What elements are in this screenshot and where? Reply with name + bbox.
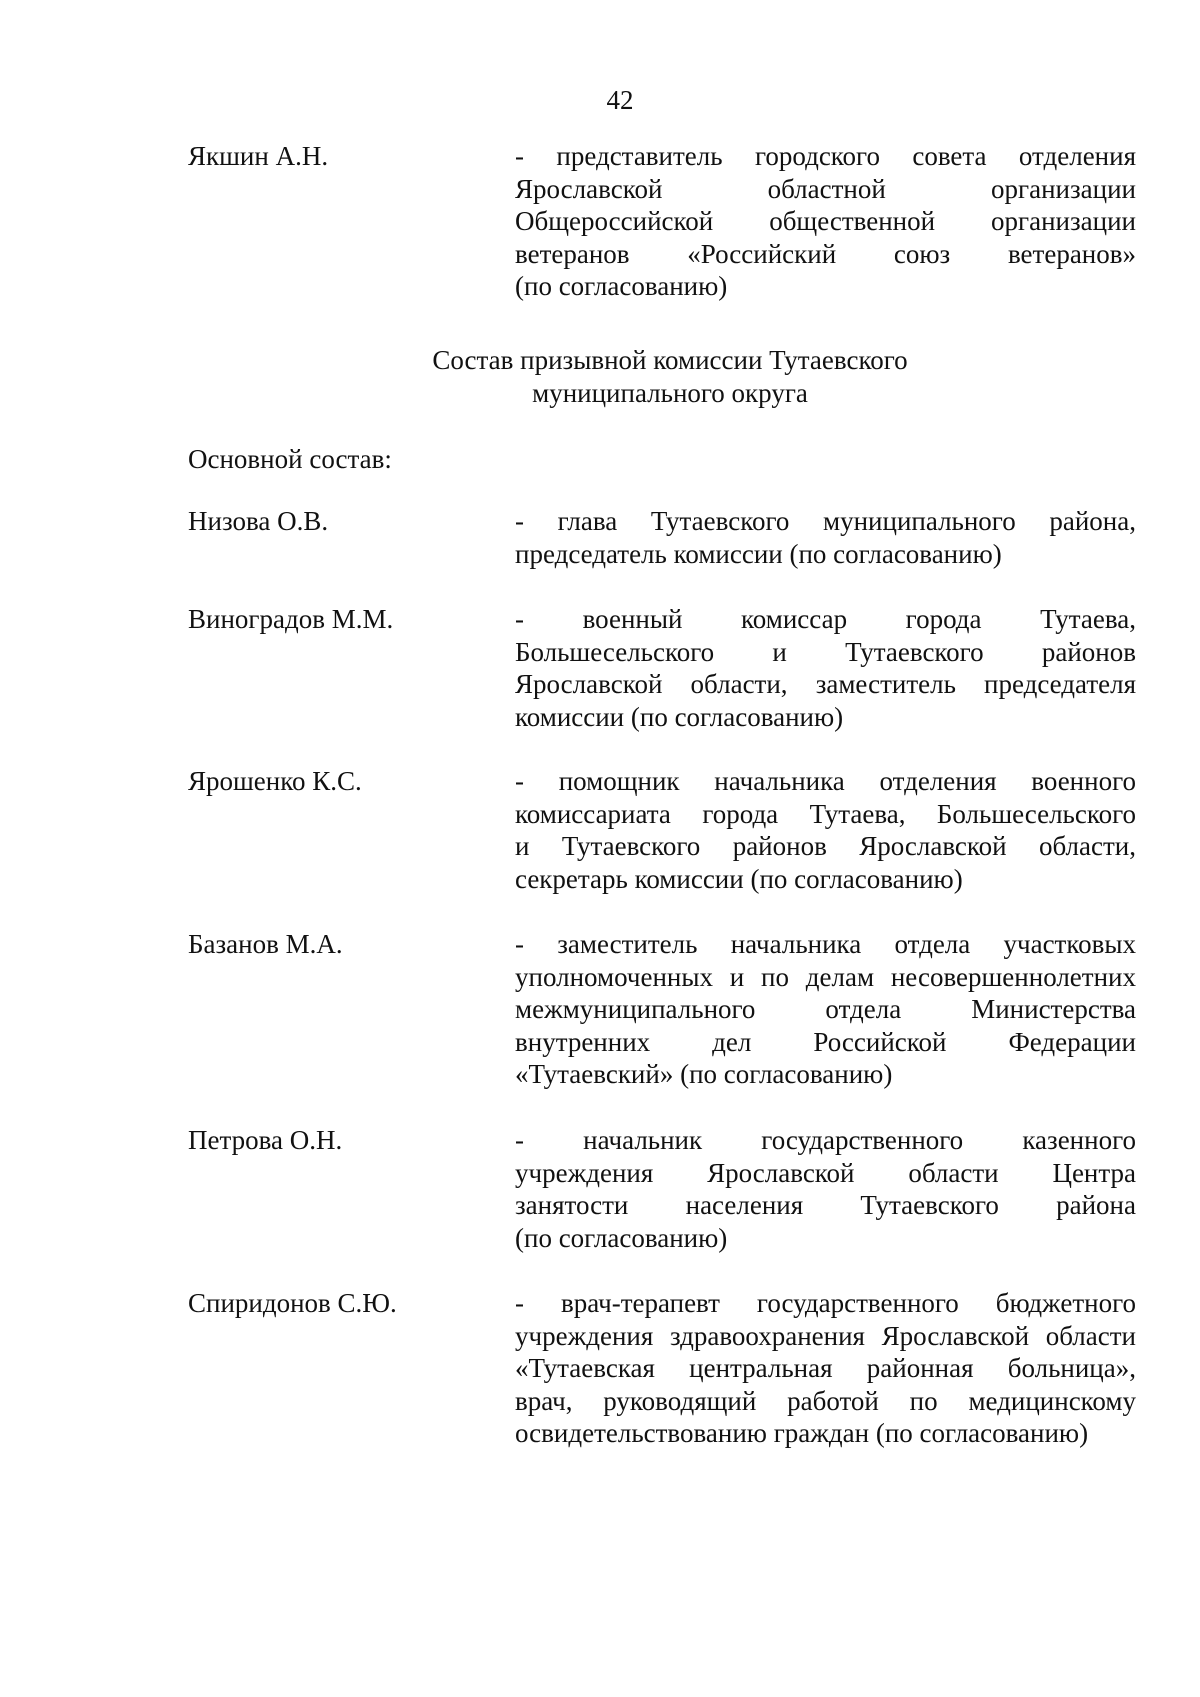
page-number: 42	[606, 85, 634, 115]
member-line: председатель комиссии (по согласованию)	[515, 538, 1002, 569]
member-name: Петрова О.Н.	[188, 1125, 343, 1155]
section-title-line: муниципального округа	[532, 377, 808, 408]
member-line: комиссии (по согласованию)	[515, 701, 844, 732]
member-description	[515, 765, 1136, 895]
member-line: занятости населения Тутаевского района	[515, 1190, 1136, 1220]
member-line: внутренних дел Российской Федерации	[515, 1026, 1136, 1057]
member-description	[515, 928, 1136, 1091]
member-name: Ярошенко К.С.	[188, 766, 362, 796]
member-line: и Тутаевского районов Ярославской области,	[515, 831, 1136, 861]
entry-line: ветеранов «Российский союз ветеранов»	[515, 238, 1136, 269]
member-line: секретарь комиссии (по согласованию)	[515, 863, 963, 894]
member-line: - военный комиссар города Тутаева,	[515, 604, 1136, 634]
entry-line: (по согласованию)	[515, 271, 728, 301]
member-line: - помощник начальника отделения военного	[515, 766, 1136, 796]
member-line: уполномоченных и по делам несовершеннолетних	[515, 961, 1136, 992]
member-name: Низова О.В.	[188, 506, 329, 536]
member-name: Базанов М.А.	[188, 929, 343, 959]
member-line: учреждения Ярославской области Центра	[515, 1157, 1136, 1188]
member-line: межмуниципального отдела Министерства	[515, 994, 1136, 1024]
member-description	[515, 1287, 1136, 1450]
member-description	[515, 603, 1136, 733]
member-line: (по согласованию)	[515, 1222, 728, 1253]
member-line: освидетельствованию граждан (по согласованию)	[515, 1418, 1089, 1448]
member-description	[515, 1124, 1136, 1254]
entry-line: Ярославской областной организации	[515, 173, 1136, 204]
section-title-line: Состав призывной комиссии Тутаевского	[432, 345, 908, 375]
member-line: - врач-терапевт государственного бюджетного	[515, 1288, 1136, 1318]
member-description	[515, 505, 1136, 570]
member-line: Ярославской области, заместитель председателя	[515, 669, 1136, 699]
member-name: Спиридонов С.Ю.	[188, 1288, 397, 1318]
member-line: комиссариата города Тутаева, Большесельского	[515, 798, 1136, 829]
member-line: «Тутаевский» (по согласованию)	[515, 1059, 893, 1089]
entry-line: - представитель городского совета отделения	[515, 141, 1136, 171]
subsection-label: Основной состав:	[188, 444, 392, 474]
member-line: «Тутаевская центральная районная больница»,	[515, 1353, 1136, 1383]
member-line: - глава Тутаевского муниципального района,	[515, 506, 1136, 536]
member-line: Большесельского и Тутаевского районов	[515, 636, 1136, 667]
entry-description	[515, 140, 1136, 303]
member-line: учреждения здравоохранения Ярославской области	[515, 1320, 1136, 1351]
member-line: - заместитель начальника отдела участковых	[515, 929, 1136, 959]
entry-name: Якшин А.Н.	[188, 141, 329, 171]
section-title	[380, 344, 960, 409]
entry-line: Общероссийской общественной организации	[515, 206, 1136, 236]
member-name: Виноградов М.М.	[188, 604, 394, 634]
member-line: врач, руководящий работой по медицинскому	[515, 1385, 1136, 1416]
member-line: - начальник государственного казенного	[515, 1125, 1136, 1155]
